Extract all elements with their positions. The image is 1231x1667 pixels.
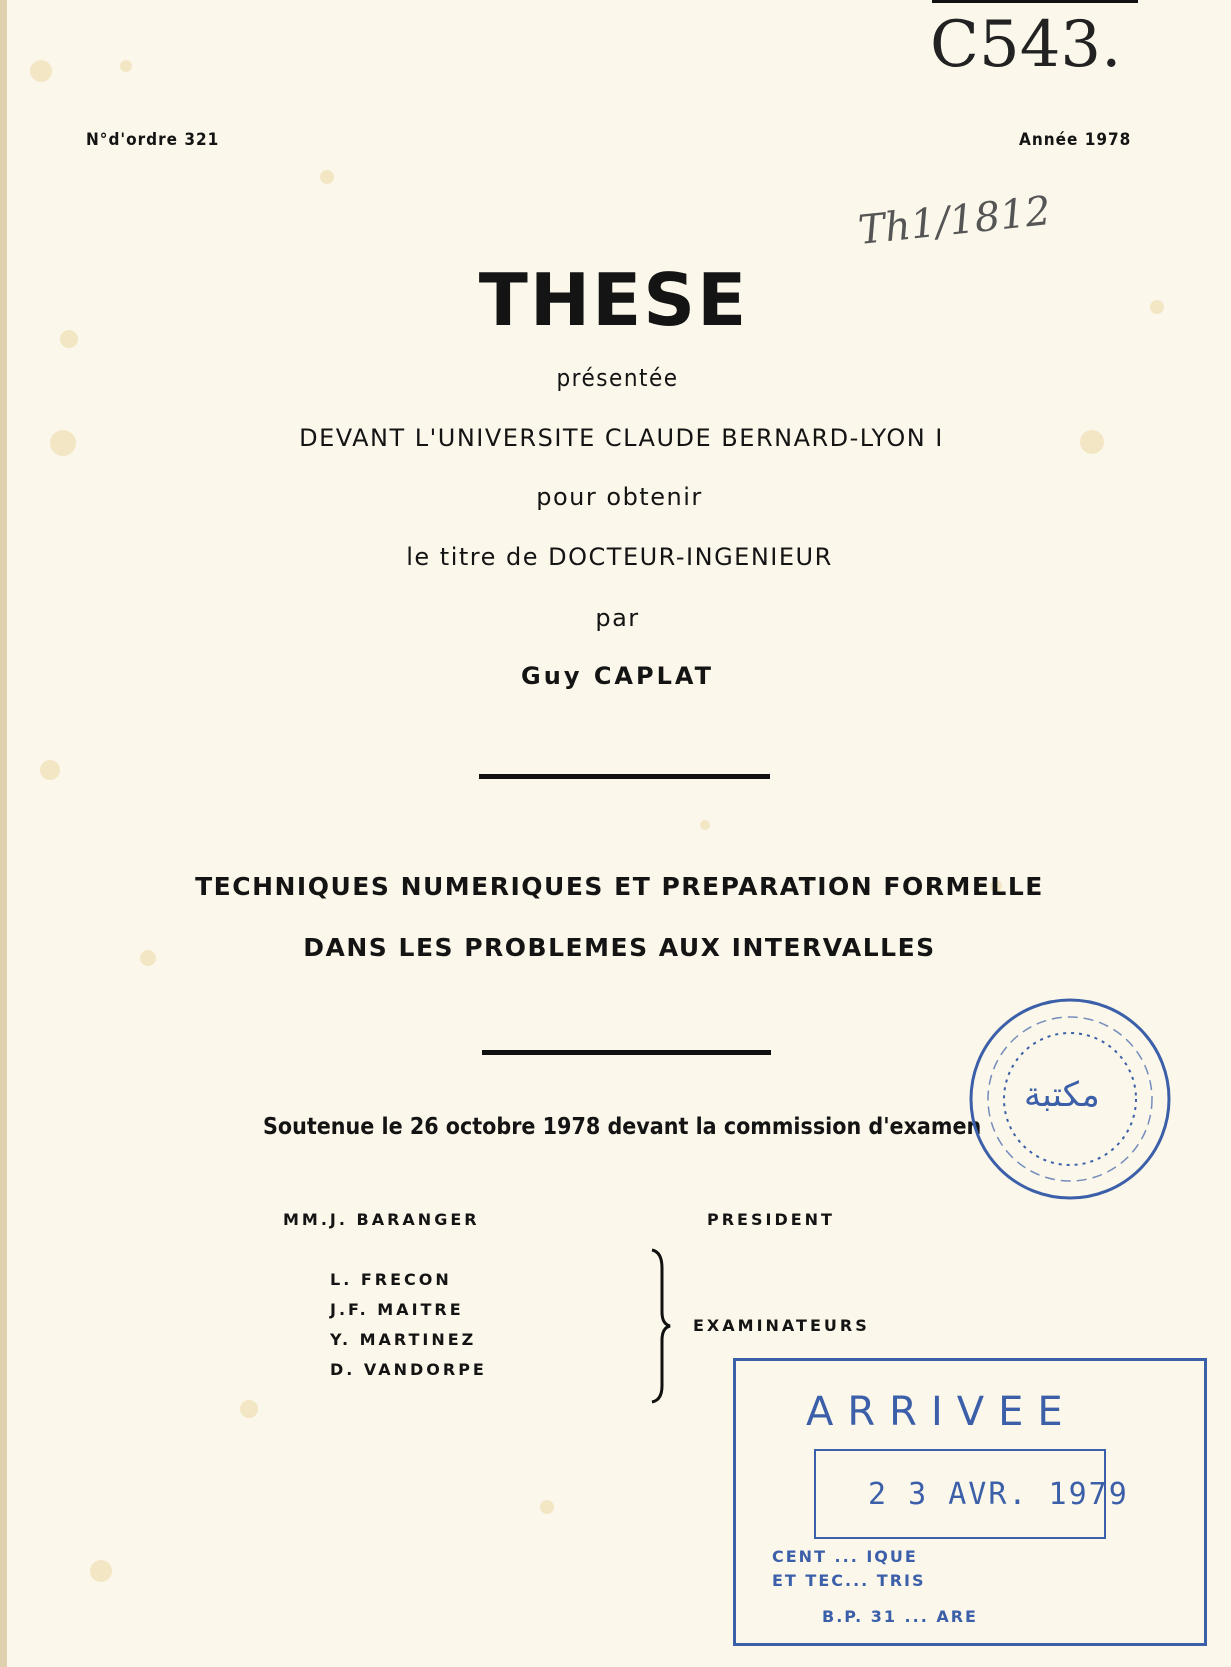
separator-rule [479,774,770,779]
jury-examiner: J.F. MAITRE [330,1300,464,1319]
arrival-date: 2 3 AVR. 1979 [868,1477,1129,1512]
paper-speck [90,1560,112,1582]
page-edge-shadow [0,0,7,1667]
paper-speck [40,760,60,780]
arrival-date-box [814,1449,1129,1539]
arrival-stamp-line: CENT ... IQUE [772,1547,918,1566]
by-line: par [595,604,640,632]
round-stamp-text: مكتبة [1024,1075,1100,1115]
handwritten-shelf-mark: C543. [930,8,1122,82]
paper-speck [540,1500,554,1514]
author-name: Guy CAPLAT [521,662,714,690]
jury-examiner: D. VANDORPE [330,1360,487,1379]
presented-line: présentée [556,364,679,392]
paper-speck [320,170,334,184]
thesis-heading: THESE [478,258,749,342]
arrival-stamp-line: B.P. 31 ... ARE [822,1607,978,1626]
paper-speck [30,60,52,82]
paper-speck [240,1400,258,1418]
defense-line: Soutenue le 26 octobre 1978 devant la commission d'examen [263,1114,982,1140]
jury-president-name: MM.J. BARANGER [283,1210,480,1229]
jury-examiner: Y. MARTINEZ [330,1330,477,1349]
thesis-title-line1: TECHNIQUES NUMERIQUES ET PREPARATION FORMELLE [195,872,1044,901]
arrival-stamp-title: ARRIVEE [806,1389,1077,1435]
jury-examiner: L. FRECON [330,1270,452,1289]
arrival-stamp [733,1358,1207,1646]
degree-line: le titre de DOCTEUR-INGENIEUR [406,543,833,571]
library-round-stamp [966,995,1174,1203]
paper-speck [700,820,710,830]
curly-brace [648,1248,678,1404]
jury-president-role: PRESIDENT [707,1210,835,1229]
university-line: DEVANT L'UNIVERSITE CLAUDE BERNARD-LYON I [299,424,944,452]
order-number: N°d'ordre 321 [86,130,220,150]
paper-speck [120,60,132,72]
jury-examiners-role: EXAMINATEURS [693,1316,870,1335]
top-frame-line [932,0,1138,3]
obtain-line: pour obtenir [536,483,703,511]
year: Année 1978 [1019,130,1132,150]
thesis-title-line2: DANS LES PROBLEMES AUX INTERVALLES [303,933,936,962]
arrival-stamp-line: ET TEC... TRIS [772,1571,926,1590]
handwritten-ref-mark: Th1/1812 [856,188,1054,254]
separator-rule [482,1050,771,1055]
